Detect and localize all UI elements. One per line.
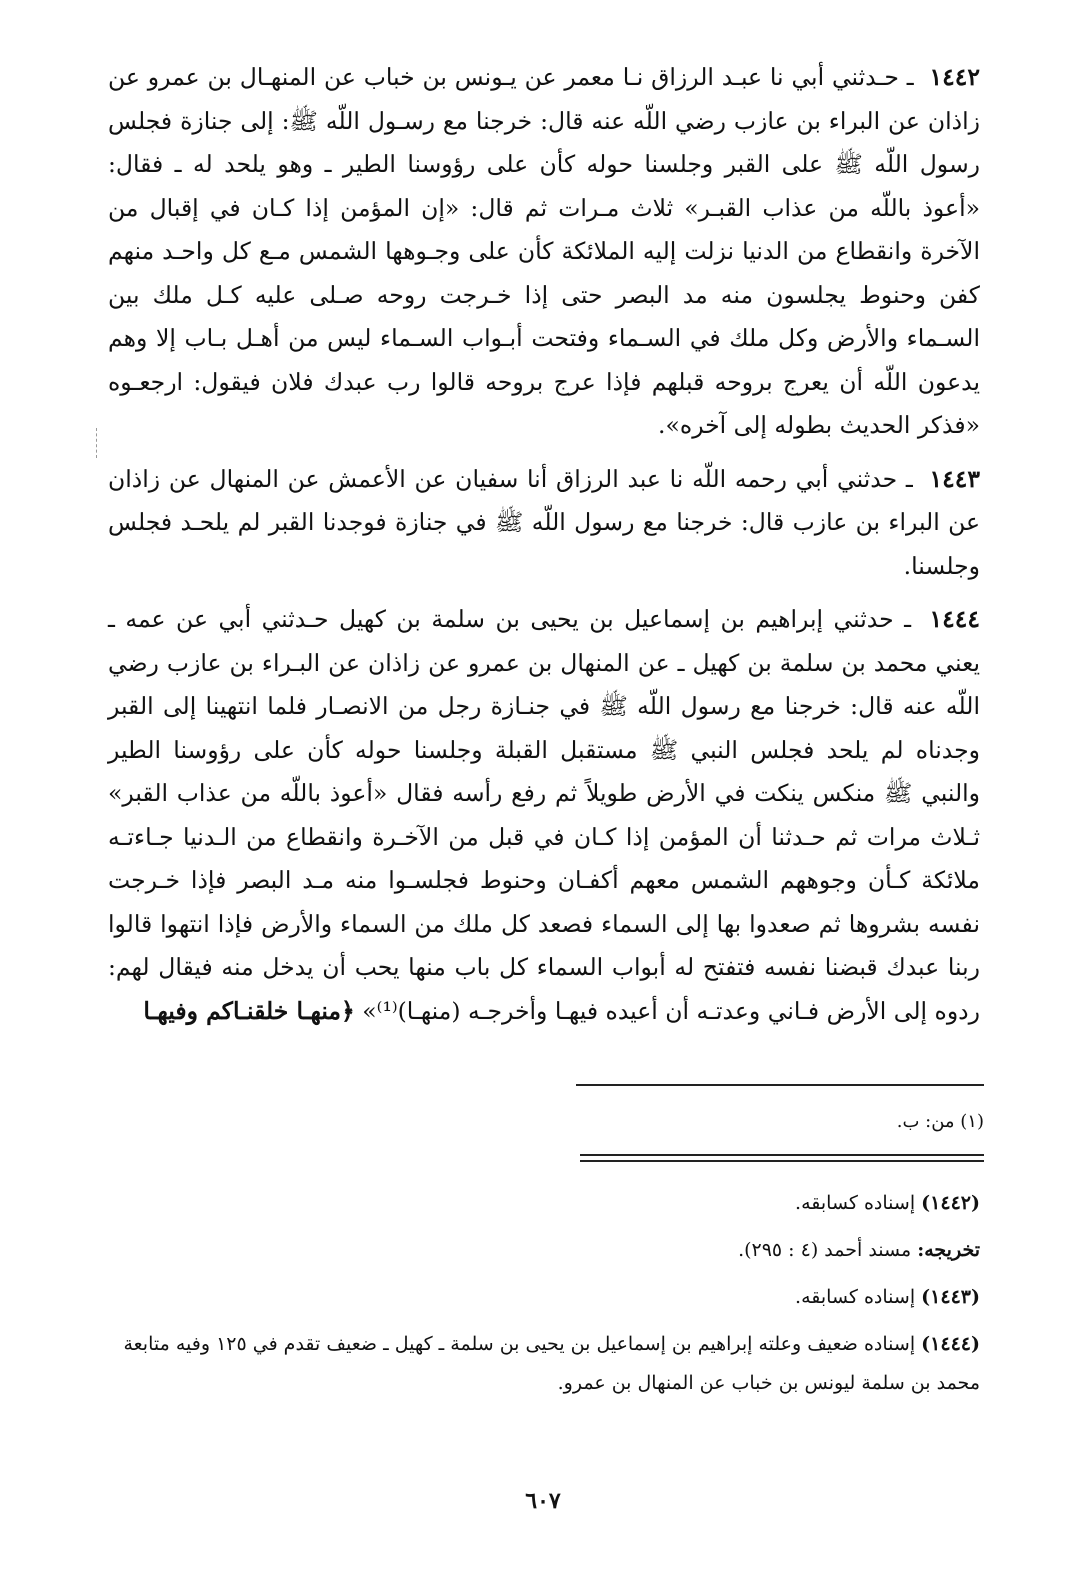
note-1443 [108, 1278, 980, 1317]
note-label: تخريجه: [917, 1239, 980, 1261]
hadith-text: ـ حـدثني أبي نا عبـد الرزاق نـا معمر عن يـونس بن خباب عن المنهـال بن عمرو عن زاذان عن البراء بن عازب رضي اللّه عنه قال: خرجنا مع رسـول اللّه ﷺ: إلى جنازة فجلس رسول اللّه ﷺ على القبر وجلسنا حوله كأن على رؤوسنا الطير ـ وهو يلحد له ـ فقال: «أعوذ باللّه من عذاب القبـر» ثلاث مـرات ثم قال: «إن المؤمن إذا كـان في إقبال من الآخرة وانقطاع من الدنيا نزلت إليه الملائكة كأن على وجـوهها الشمس مـع كل واحـد منهم كفن وحنوط يجلسون منه مد البصر حتى إذا خـرجت روحه صـلى عليه كـل ملك بين السـماء والأرض وكل ملك في السـماء وفتحت أبـواب السـماء ليس من أهـل بـاب إلا وهم يدعون اللّه أن يعرج بروحه قبلهم فإذا عرج بروحه قالوا رب عبدك فلان فيقول: ارجعـوه «فذكر الحديث بطوله إلى آخره». [108, 63, 980, 439]
page-number: ٦٠٧ [525, 1488, 561, 1514]
note-text: إسناده ضعيف وعلته إبراهيم بن إسماعيل بن يحيى بن سلمة ـ كهيل ـ ضعيف تقدم في ١٢٥ وفيه متابعة محمد بن سلمة ليونس بن خباب عن المنهال بن عمرو. [123, 1333, 980, 1394]
notes-divider [580, 1154, 984, 1162]
quran-verse: ﴿منهـا خلقنـاكم وفيهـا [143, 996, 355, 1025]
note-1444 [108, 1325, 980, 1403]
hadith-number: ١٤٤٢ [929, 63, 980, 91]
note-text: إسناده كسابقه. [795, 1286, 916, 1308]
main-text [108, 56, 980, 1043]
hadith-text: ـ حدثني أبي رحمه اللّه نا عبد الرزاق أنا سفيان عن الأعمش عن المنهال عن زاذان عن البراء بن عازب قال: خرجنا مع رسول اللّه ﷺ في جنازة فوجدنا القبر لم يلحـد فجلس وجلسنا. [108, 464, 980, 580]
note-text: إسناده كسابقه. [795, 1192, 916, 1214]
hadith-number: ١٤٤٣ [929, 464, 980, 493]
hadith-1443 [108, 458, 980, 589]
hadith-text: ـ حدثني إبراهيم بن إسماعيل بن يحيى بن سلمة بن كهيل حـدثني أبي عن عمه ـ يعني محمد بن سلمة بن كهيل ـ عن المنهال بن عمرو عن زاذان عن البـراء بن عازب رضي اللّه عنه قال: خرجنا مع رسول اللّه ﷺ في جنـازة رجل من الانصـار فلما انتهينا إلى القبر وجدناه لم يلحد فجلس النبي ﷺ مستقبل القبلة وجلسنا حوله كأن على رؤوسنا الطير والنبي ﷺ منكس ينكت في الأرض طويلاً ثم رفع رأسه فقال «أعوذ باللّه من عذاب القبر» ثـلاث مرات ثم حـدثنا أن المؤمن إذا كـان في قبل من الآخـرة وانقطاع من الـدنيا جـاءتـه ملائكة كـأن وجوههم الشمس معهم أكفـان وحنوط فجلسـوا منه مـد البصر فإذا خـرجت نفسه بشروها ثم صعدوا بها إلى السماء فصعد كل ملك من السماء والأرض فإذا انتهوا قالوا ربنا عبدك قبضنا نفسه فتفتح له أبواب السماء كل باب منها يحب أن يدخل منه فيقال لهم: ردوه إلى الأرض فـاني وعدتـه أن أعيده فيهـا وأخرجـه (منهـا)⁽¹⁾» [108, 605, 980, 1025]
margin-mark [96, 428, 98, 458]
note-label: (١٤٤٢) [921, 1192, 980, 1214]
note-text: مسند أحمد (٤ : ٢٩٥). [738, 1239, 912, 1261]
hadith-number: ١٤٤٤ [929, 605, 980, 633]
note-takhrij [108, 1231, 980, 1270]
commentary-notes [108, 1184, 980, 1411]
note-label: (١٤٤٤) [921, 1333, 980, 1355]
footnote: (١) من: ب. [896, 1111, 984, 1132]
hadith-1442 [108, 56, 980, 448]
note-label: (١٤٤٣) [921, 1286, 980, 1308]
note-1442 [108, 1184, 980, 1223]
footnote-divider [576, 1084, 984, 1086]
hadith-1444 [108, 598, 980, 1033]
